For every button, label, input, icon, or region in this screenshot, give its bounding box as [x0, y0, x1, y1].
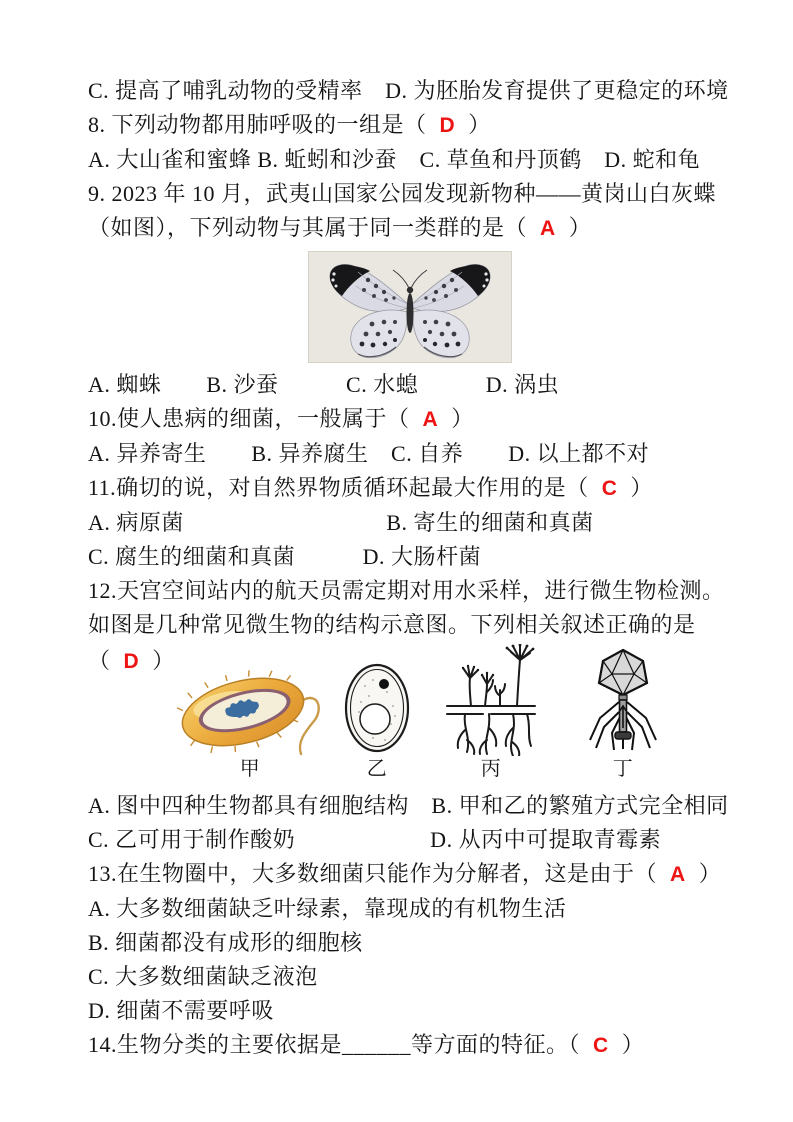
- yeast-cell-illustration: [343, 662, 411, 756]
- question-text: ）: [468, 112, 491, 137]
- q10-options-line: [88, 437, 742, 471]
- microbes-figure: [175, 644, 665, 781]
- question-text: （: [88, 648, 111, 673]
- question-text: ）: [698, 861, 722, 886]
- question-text: ）: [152, 648, 175, 673]
- question-text: C. 腐生的细菌和真菌 D. 大肠杆菌: [88, 544, 482, 569]
- figure-label-ding: 丁: [612, 758, 633, 780]
- question-text: 14.生物分类的主要依据是______等方面的特征。（: [88, 1032, 581, 1057]
- figure-label-bing: 丙: [480, 758, 501, 780]
- q8-stem-line: [88, 108, 742, 143]
- question-text: 11.确切的说，对自然界物质循环起最大作用的是（: [88, 475, 589, 500]
- question-text: A. 大多数细菌缺乏叶绿素，靠现成的有机物生活: [88, 896, 567, 921]
- q14-stem-line: [88, 1028, 742, 1063]
- question-text: ）: [621, 1032, 645, 1057]
- exam-content: [88, 74, 742, 1063]
- q12-figure-row: [88, 644, 742, 781]
- microbe-bing: [445, 644, 537, 781]
- figure-label-yi: 乙: [366, 758, 387, 780]
- question-text: A. 图中四种生物都具有细胞结构 B. 甲和乙的繁殖方式完全相同: [88, 793, 729, 818]
- q13-option-c-line: [88, 960, 742, 994]
- question-text: C. 乙可用于制作酸奶 D. 从丙中可提取青霉素: [88, 827, 662, 852]
- question-text: C. 大多数细菌缺乏液泡: [88, 964, 318, 989]
- question-text: C. 提高了哺乳动物的受精率 D. 为胚胎发育提供了更稳定的环境: [88, 78, 729, 103]
- q11-options-ab-line: [88, 506, 742, 540]
- butterfly-photo: [308, 251, 512, 363]
- question-text: 8. 下列动物都用肺呼吸的一组是（: [88, 112, 427, 137]
- q9-options-line: [88, 368, 742, 402]
- q10-stem-line: [88, 402, 742, 437]
- question-text: ）: [630, 475, 653, 500]
- question-text: ）: [451, 406, 474, 431]
- question-text: D. 细菌不需要呼吸: [88, 998, 274, 1023]
- q11-stem-line: [88, 471, 742, 506]
- q12-options-ab-line: [88, 789, 742, 823]
- answer-letter: A: [540, 217, 556, 240]
- q12-answer: [88, 644, 175, 679]
- q12-options-cd-line: [88, 823, 742, 857]
- question-text: B. 细菌都没有成形的细胞核: [88, 930, 363, 955]
- microbe-ding: [581, 648, 665, 781]
- question-text: 12.天宫空间站内的航天员需定期对用水采样，进行微生物检测。如图是几种常见微生物的结构示意图。下列相关叙述正确的是: [88, 578, 725, 637]
- q8-options-line: [88, 143, 742, 177]
- answer-letter: D: [439, 114, 456, 137]
- answer-letter: C: [601, 477, 618, 500]
- figure-label-jia: 甲: [239, 758, 260, 780]
- bacteriophage-illustration: [581, 648, 665, 756]
- q13-stem-line: [88, 857, 742, 892]
- q9-stem-line: [88, 177, 742, 246]
- q7-options-cd-line: [88, 74, 742, 108]
- question-text: A. 病原菌 B. 寄生的细菌和真菌: [88, 510, 594, 535]
- q13-option-d-line: [88, 994, 742, 1028]
- answer-letter: A: [670, 863, 686, 886]
- mold-illustration: [445, 644, 537, 756]
- question-text: 13.在生物圈中，大多数细菌只能作为分解者，这是由于（: [88, 861, 658, 886]
- microbe-jia: [175, 664, 325, 781]
- answer-letter: C: [593, 1034, 609, 1057]
- bacterium-illustration: [175, 664, 325, 756]
- microbe-yi: [343, 662, 411, 781]
- q11-options-cd-line: [88, 540, 742, 574]
- butterfly-specimen-illustration: [308, 251, 512, 363]
- q13-option-b-line: [88, 926, 742, 960]
- q13-option-a-line: [88, 892, 742, 926]
- question-text: A. 异养寄生 B. 异养腐生 C. 自养 D. 以上都不对: [88, 441, 650, 466]
- q12-stem-line: [88, 574, 742, 642]
- answer-letter: D: [123, 650, 140, 673]
- question-text: 9. 2023 年 10 月，武夷山国家公园发现新物种——黄岗山白灰蝶（如图），下列动物与其属于同一类群的是（: [88, 181, 717, 240]
- question-text: A. 大山雀和蜜蜂 B. 蚯蚓和沙蚕 C. 草鱼和丹顶鹤 D. 蛇和龟: [88, 147, 701, 172]
- question-text: 10.使人患病的细菌，一般属于（: [88, 406, 410, 431]
- question-text: A. 蜘蛛 B. 沙蚕 C. 水螅 D. 涡虫: [88, 372, 560, 397]
- question-text: ）: [568, 215, 592, 240]
- answer-letter: A: [422, 408, 439, 431]
